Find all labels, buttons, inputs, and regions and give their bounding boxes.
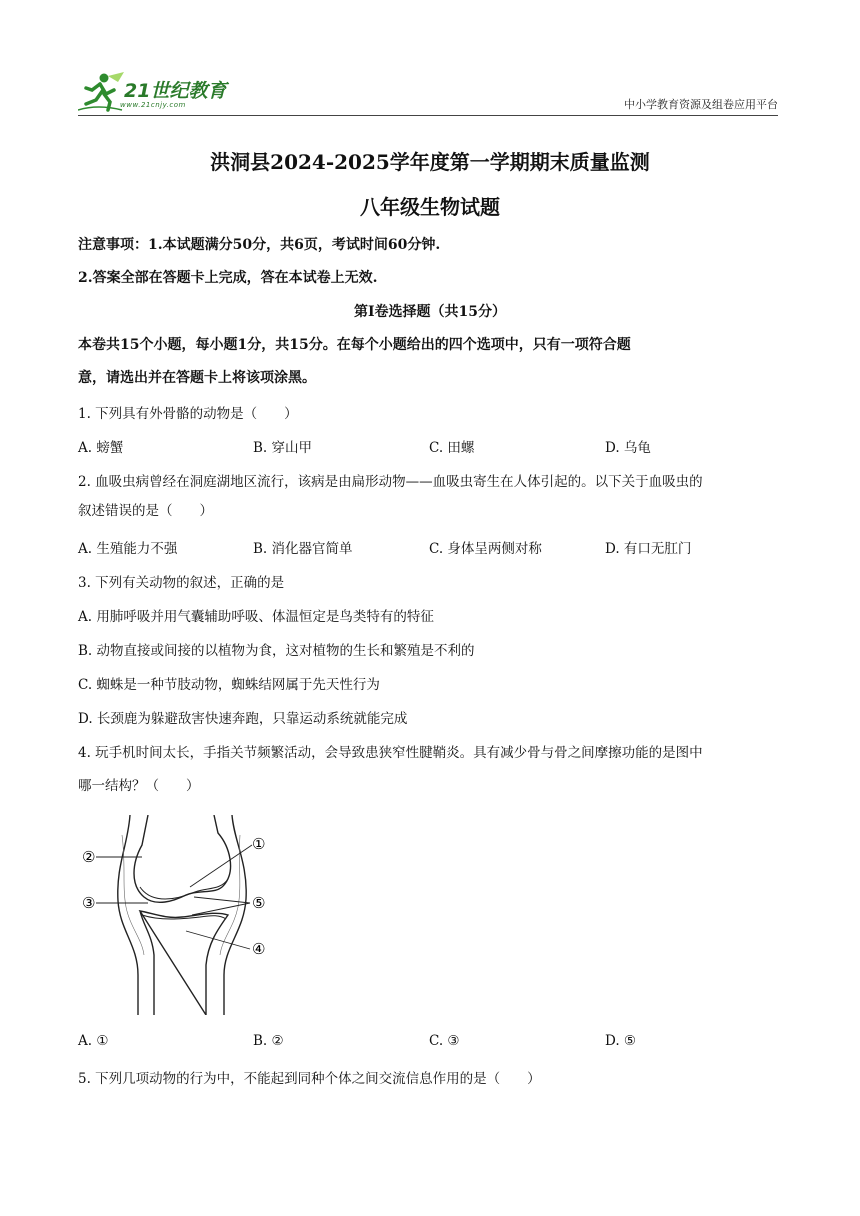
section-heading: 第Ⅰ卷选择题（共15分） — [353, 304, 507, 320]
question-2-option-c: C. 身体呈两侧对称 — [429, 541, 542, 557]
figure-label-3: ③ — [82, 894, 96, 912]
joint-diagram — [82, 815, 282, 1015]
question-2-stem-2: 叙述错误的是（ ） — [78, 503, 213, 519]
question-2-option-d: D. 有口无肛门 — [605, 541, 692, 557]
exam-title: 洪洞县2024-2025学年度第一学期期末质量监测 — [210, 150, 650, 174]
question-5-stem: 5. 下列几项动物的行为中，不能起到同种个体之间交流信息作用的是（ ） — [78, 1071, 541, 1087]
figure-label-2: ② — [82, 848, 96, 866]
question-4-option-b: B. ② — [253, 1033, 284, 1049]
upper-bone — [134, 815, 231, 902]
logo-text: 21世纪教育 — [124, 80, 227, 102]
notes-line-2: 2.答案全部在答题卡上完成，答在本试卷上无效. — [78, 270, 378, 286]
question-4-stem-1: 4. 玩手机时间太长，手指关节频繁活动，会导致患狭窄性腱鞘炎。具有减少骨与骨之间摩擦功能的是图中 — [78, 745, 703, 761]
figure-label-1: ① — [252, 835, 266, 853]
question-3-option-d: D. 长颈鹿为躲避敌害快速奔跑，只靠运动系统就能完成 — [78, 711, 408, 727]
platform-label: 中小学教育资源及组卷应用平台 — [624, 98, 778, 111]
figure-label-5: ⑤ — [252, 894, 266, 912]
question-1-option-b: B. 穿山甲 — [253, 440, 313, 456]
question-3-option-b: B. 动物直接或间接的以植物为食，这对植物的生长和繁殖是不利的 — [78, 643, 475, 659]
figure-label-4: ④ — [252, 940, 266, 958]
runner-icon — [78, 70, 126, 114]
question-1-option-d: D. 乌龟 — [605, 440, 651, 456]
page-header — [78, 68, 778, 114]
logo-url: www.21cnjy.com — [120, 101, 186, 109]
question-3-option-a: A. 用肺呼吸并用气囊辅助呼吸、体温恒定是鸟类特有的特征 — [78, 609, 434, 625]
question-2-option-a: A. 生殖能力不强 — [78, 541, 178, 557]
logo — [78, 70, 258, 114]
question-1-stem: 1. 下列具有外骨骼的动物是（ ） — [78, 406, 298, 422]
question-3-option-c: C. 蜘蛛是一种节肢动物，蜘蛛结网属于先天性行为 — [78, 677, 380, 693]
joint-capsule — [118, 815, 138, 1015]
exam-subtitle: 八年级生物试题 — [360, 195, 500, 219]
question-3-stem: 3. 下列有关动物的叙述，正确的是 — [78, 575, 285, 591]
section-instructions-2: 意，请选出并在答题卡上将该项涂黑。 — [78, 370, 316, 386]
header-divider — [78, 115, 778, 116]
question-4-stem-2: 哪一结构？（ ） — [78, 778, 200, 794]
lower-bone — [140, 911, 228, 1015]
question-1-option-c: C. 田螺 — [429, 440, 475, 456]
question-4-option-d: D. ⑤ — [605, 1033, 637, 1049]
question-1-option-a: A. 螃蟹 — [78, 440, 124, 456]
question-4-option-a: A. ① — [78, 1033, 109, 1049]
question-4-option-c: C. ③ — [429, 1033, 460, 1049]
notes-line-1: 注意事项：1.本试题满分50分，共6页，考试时间60分钟. — [78, 237, 441, 253]
question-2-option-b: B. 消化器官简单 — [253, 541, 353, 557]
section-instructions-1: 本卷共15个小题，每小题1分，共15分。在每个小题给出的四个选项中，只有一项符合题 — [78, 337, 631, 353]
question-2-stem-1: 2. 血吸虫病曾经在洞庭湖地区流行，该病是由扁形动物——血吸虫寄生在人体引起的。以下关于血吸虫的 — [78, 474, 703, 490]
